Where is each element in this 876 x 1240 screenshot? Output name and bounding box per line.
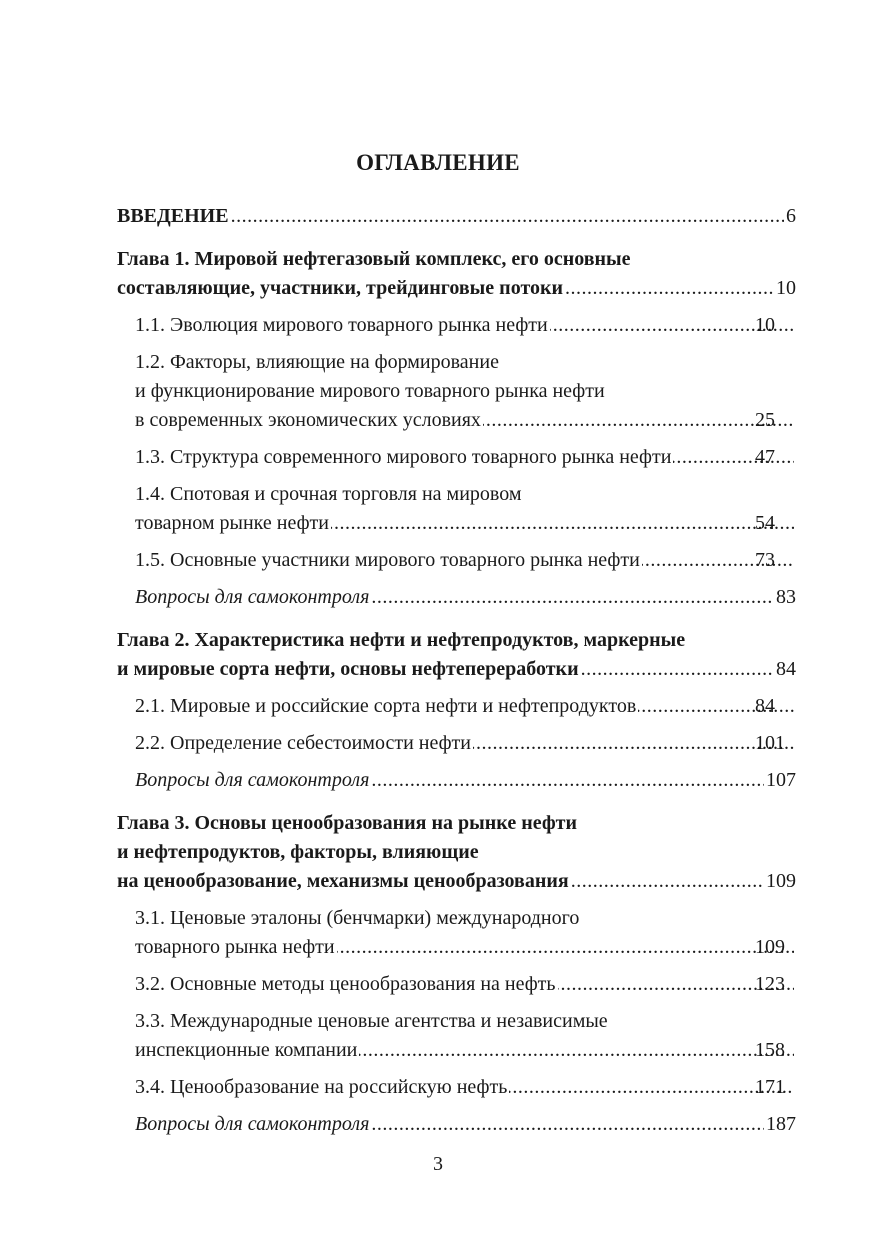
questions-1-page: 83 — [776, 586, 796, 608]
chapter-2-title-line2: и мировые сорта нефти, основы нефтепереработки — [117, 658, 579, 680]
chapter-1-page: 10 — [776, 277, 796, 299]
toc-intro — [117, 202, 796, 231]
section-3-1-title-line2: товарного рынка нефти — [135, 936, 335, 958]
dot-leader — [565, 274, 774, 303]
toc-section-1-4: 1.4. Спотовая и срочная торговля на мировом товарном рынке нефти ..... 54 — [117, 480, 796, 538]
dot-leader — [231, 202, 784, 231]
section-1-2-title-line2: и функционирование мирового товарного рынка нефти — [135, 380, 605, 402]
dot-leader — [371, 766, 764, 795]
toc-section-1-1: 1.1. Эволюция мирового товарного рынка нефти ..... 10 — [117, 311, 796, 340]
questions-3-page: 187 — [766, 1113, 796, 1135]
dot-leader — [331, 509, 794, 538]
dot-leader — [581, 655, 774, 684]
chapter-3-title-line1: Глава 3. Основы ценообразования на рынке нефти — [117, 812, 578, 834]
dot-leader — [359, 1036, 794, 1065]
toc-section-1-3: 1.3. Структура современного мирового товарного рынка нефти ..... 47 — [117, 443, 796, 472]
section-1-2-title-line3: в современных экономических условиях — [135, 409, 481, 431]
page-number: 3 — [433, 1153, 443, 1175]
chapter-1-title-line1: Глава 1. Мировой нефтегазовый комплекс, его основные — [117, 248, 631, 270]
section-2-2-title: 2.2. Определение себестоимости нефти — [135, 732, 471, 754]
questions-2-page: 107 — [766, 769, 796, 791]
toc-questions-3 — [117, 1110, 796, 1139]
section-1-3-title: 1.3. Структура современного мирового товарного рынка нефти — [135, 446, 672, 468]
questions-2-title: Вопросы для самоконтроля — [135, 769, 370, 791]
chapter-3-title-line2: и нефтепродуктов, факторы, влияющие — [117, 841, 479, 863]
section-3-4-title: 3.4. Ценообразование на российскую нефть — [135, 1076, 508, 1098]
section-3-1-title-line1: 3.1. Ценовые эталоны (бенчмарки) международного — [135, 907, 580, 929]
dot-leader — [473, 729, 794, 758]
toc-chapter-2 — [117, 626, 796, 684]
dot-leader — [509, 1073, 794, 1102]
questions-3-title: Вопросы для самоконтроля — [135, 1113, 370, 1135]
questions-1-title: Вопросы для самоконтроля — [135, 586, 370, 608]
dot-leader — [337, 933, 794, 962]
section-3-3-title-line1: 3.3. Международные ценовые агентства и независимые — [135, 1010, 608, 1032]
toc-section-2-2: 2.2. Определение себестоимости нефти ..... 101 — [117, 729, 796, 758]
toc-section-2-1: 2.1. Мировые и российские сорта нефти и нефтепродуктов ..... 84 — [117, 692, 796, 721]
chapter-1-title-line2: составляющие, участники, трейдинговые потоки — [117, 277, 564, 299]
dot-leader — [371, 1110, 764, 1139]
table-of-contents — [117, 202, 796, 1139]
dot-leader — [673, 443, 794, 472]
toc-section-3-3: 3.3. Международные ценовые агентства и независимые инспекционные компании ..... 158 — [117, 1007, 796, 1065]
chapter-2-page: 84 — [776, 658, 796, 680]
toc-questions-2 — [117, 766, 796, 795]
toc-section-3-2: 3.2. Основные методы ценообразования на нефть ..... 123 — [117, 970, 796, 999]
section-1-2-title-line1: 1.2. Факторы, влияющие на формирование — [135, 351, 499, 373]
dot-leader — [371, 583, 774, 612]
page-title: ОГЛАВЛЕНИЕ — [356, 150, 520, 175]
toc-chapter-1 — [117, 245, 796, 303]
toc-section-1-5: 1.5. Основные участники мирового товарного рынка нефти ..... 73 — [117, 546, 796, 575]
chapter-2-title-line1: Глава 2. Характеристика нефти и нефтепродуктов, маркерные — [117, 629, 686, 651]
section-1-5-title: 1.5. Основные участники мирового товарного рынка нефти — [135, 549, 640, 571]
chapter-3-page: 109 — [766, 870, 796, 892]
toc-questions-1 — [117, 583, 796, 612]
toc-intro-page: 6 — [786, 205, 796, 227]
section-3-2-title: 3.2. Основные методы ценообразования на нефть — [135, 973, 556, 995]
toc-section-3-4: 3.4. Ценообразование на российскую нефть ..... 171 — [117, 1073, 796, 1102]
toc-intro-title: ВВЕДЕНИЕ — [117, 205, 229, 227]
toc-chapter-3 — [117, 809, 796, 896]
section-2-1-title: 2.1. Мировые и российские сорта нефти и нефтепродуктов — [135, 695, 637, 717]
section-1-4-title-line1: 1.4. Спотовая и срочная торговля на мировом — [135, 483, 522, 505]
dot-leader — [571, 867, 764, 896]
dot-leader — [483, 406, 794, 435]
section-1-1-title: 1.1. Эволюция мирового товарного рынка нефти — [135, 314, 548, 336]
section-1-4-title-line2: товарном рынке нефти — [135, 512, 329, 534]
toc-section-3-1: 3.1. Ценовые эталоны (бенчмарки) международного товарного рынка нефти ..... 109 — [117, 904, 796, 962]
chapter-3-title-line3: на ценообразование, механизмы ценообразования — [117, 870, 569, 892]
toc-section-1-2: 1.2. Факторы, влияющие на формирование и функционирование мирового товарного рынка нефти в современных экономических условиях ..... 25 — [117, 348, 796, 435]
section-3-3-title-line2: инспекционные компании — [135, 1039, 358, 1061]
